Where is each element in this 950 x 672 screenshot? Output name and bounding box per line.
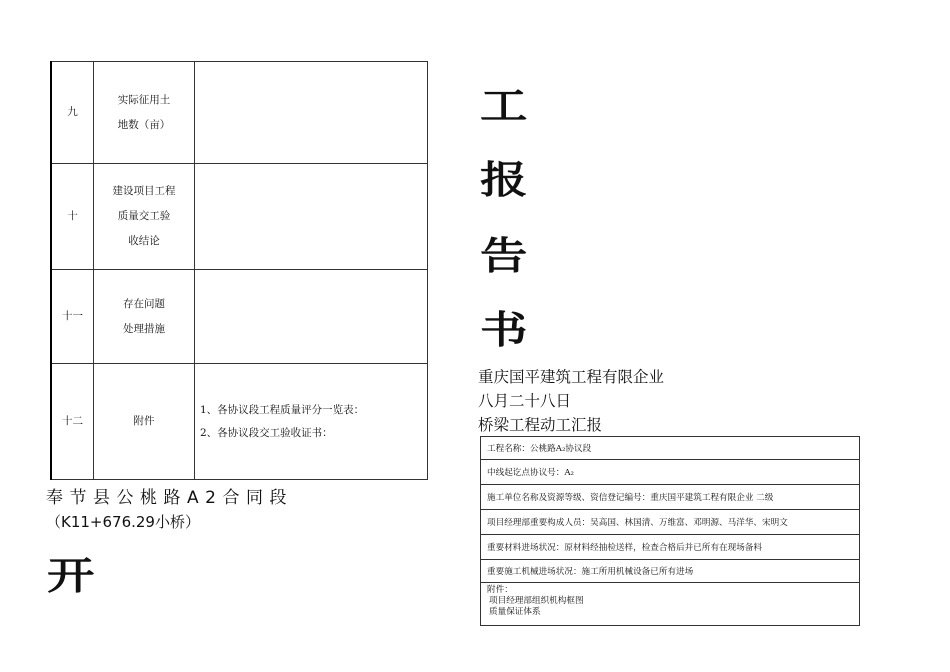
cover-big-char: 工 [480,84,528,128]
table-row [51,62,428,164]
report-date: 八月二十八日 [478,392,572,410]
table-row [481,437,860,460]
attachments-label: 附件： [487,585,513,595]
cover-big-char: 开 [47,554,95,598]
row-number: 十一 [51,270,94,364]
row-content [195,270,428,364]
attachments-cell [481,583,860,626]
table-row [481,460,860,485]
item-line: 附件 [133,415,155,427]
cover-big-char: 报 [480,158,528,202]
cover-title: 奉节县公桃路A2合同段 [46,488,293,508]
row-item [94,364,195,480]
report-title: 桥梁工程动工汇报 [478,416,603,434]
item-line: 地数（亩） [117,118,171,131]
item-line: 质量交工验 [117,210,171,222]
cover-big-char: 告 [480,234,528,278]
attachment-item: 质量保证体系 [489,607,541,617]
table-row [481,560,860,583]
item-line: 建设项目工程 [112,185,176,197]
table-row [51,364,428,480]
table-row [481,535,860,560]
row-content [195,164,428,270]
table-cell: 施工单位名称及资源等级、资信登记编号：重庆国平建筑工程有限企业 二级 [481,485,860,510]
item-line: 实际征用土 [117,93,171,106]
project-info-table [50,61,428,480]
row-item [94,62,195,164]
row-number: 十 [51,164,94,270]
content-line: 1、各协议段工程质量评分一览表： [200,403,365,416]
cover-subtitle: （K11+676.29小桥） [46,513,200,531]
row-number: 九 [51,62,94,164]
content-line: 2、各协议段交工验收证书： [200,426,333,439]
table-row [481,510,860,535]
table-cell: 工程名称：公桃路A₂协议段 [481,437,860,460]
row-item [94,270,195,364]
row-number: 十二 [51,364,94,480]
table-row [51,164,428,270]
table-cell: 重要施工机械进场状况：施工所用机械设备已所有进场 [481,560,860,583]
item-line: 处理措施 [123,322,165,335]
commencement-report-table [480,436,860,626]
table-row [51,270,428,364]
table-cell: 中线起讫点协议号：A₂ [481,460,860,485]
row-item [94,164,195,270]
table-row [481,485,860,510]
company-name: 重庆国平建筑工程有限企业 [478,368,665,386]
row-content [195,62,428,164]
table-cell: 重要材料进场状况：原材料经抽检送样，检查合格后并已所有在现场备料 [481,535,860,560]
table-cell: 项目经理部重要构成人员：吴高国、林国清、万维富、邓明源、马洋华、宋明文 [481,510,860,535]
row-content [195,364,428,480]
cover-big-char: 书 [480,308,528,352]
attachment-item: 项目经理部组织机构框图 [489,596,584,606]
table-row [481,583,860,626]
item-line: 收结论 [128,235,160,247]
item-line: 存在问题 [123,297,165,310]
